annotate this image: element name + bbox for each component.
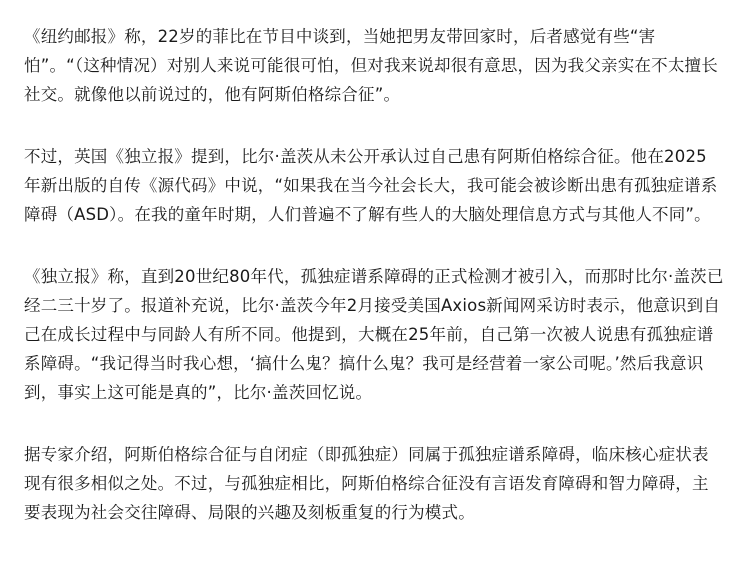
paragraph-phoebe-quote: 《纽约邮报》称，22岁的菲比在节目中谈到，当她把男友带回家时，后者感觉有些“害怕”。“（这种情况）对别人来说可能很可怕，但对我来说却很有意思，因为我父亲实在不太擅长社交。就像他以前说过的，他有阿斯伯格综合征”。 bbox=[24, 27, 718, 104]
paragraph-source-code-memoir: 不过，英国《独立报》提到，比尔·盖茨从未公开承认过自己患有阿斯伯格综合征。他在2025 年新出版的自传《源代码》中说，“如果我在当今社会长大，我可能会被诊断出患有孤独症谱系障碍（ASD）。在我的童年时期，人们普遍不了解有些人的大脑处理信息方式与其他人不同”。 bbox=[24, 147, 718, 224]
paragraph-axios-interview: 《独立报》称，直到20世纪80年代，孤独症谱系障碍的正式检测才被引入，而那时比尔·盖茨已经二三十岁了。报道补充说，比尔·盖茨今年2月接受美国Axios新闻网采访时表示，他意识到自己在成长过程中与同龄人有所不同。他提到，大概在25年前，自己第一次被人说患有孤独症谱系障碍。“我记得当时我心想，‘搞什么鬼？搞什么鬼？我可是经营着一家公司呢。’然后我意识到，事实上这可能是真的”，比尔·盖茨回忆说。 bbox=[24, 267, 724, 402]
paragraph-expert-explanation: 据专家介绍，阿斯伯格综合征与自闭症（即孤独症）同属于孤独症谱系障碍，临床核心症状表现有很多相似之处。不过，与孤独症相比，阿斯伯格综合征没有言语发育障碍和智力障碍，主要表现为社会交往障碍、局限的兴趣及刻板重复的行为模式。 bbox=[24, 445, 709, 522]
article-body bbox=[24, 22, 724, 527]
